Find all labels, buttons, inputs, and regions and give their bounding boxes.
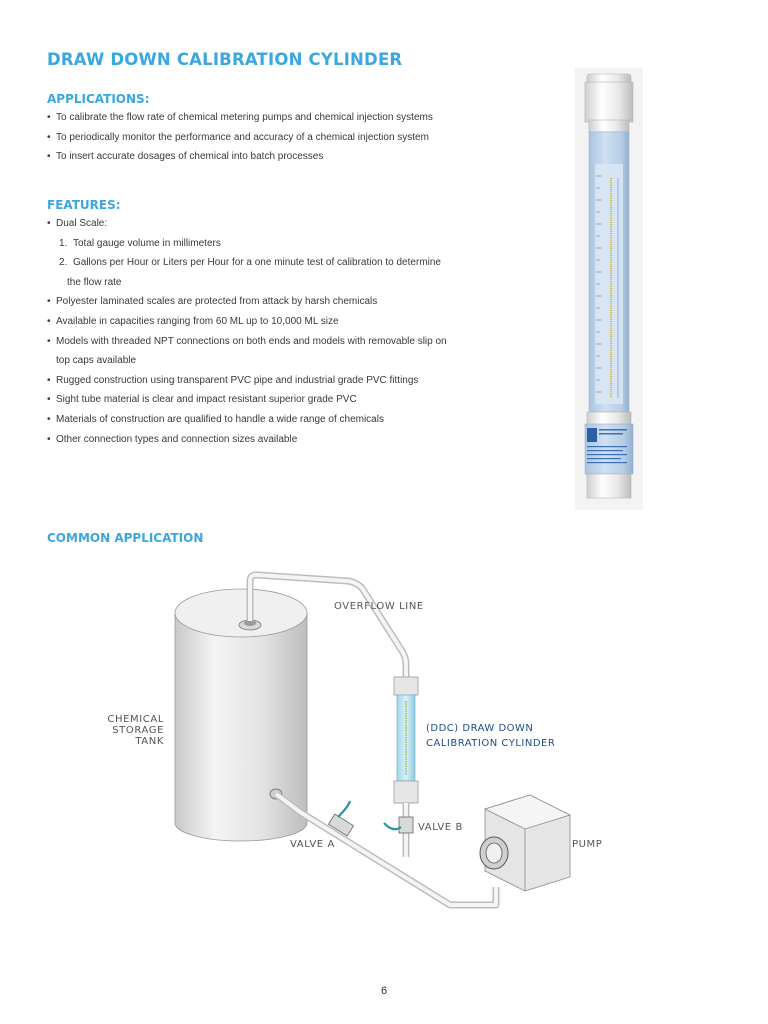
list-item-continuation: the flow rate	[67, 276, 122, 288]
list-item: • Dual Scale:	[47, 214, 487, 234]
page-number: 6	[380, 985, 388, 997]
features-list	[47, 214, 487, 449]
page-title: DRAW DOWN CALIBRATION CYLINDER	[47, 50, 403, 69]
common-application-diagram	[150, 565, 630, 930]
list-item: • Rugged construction using transparent PVC pipe and industrial grade PVC fittings	[47, 371, 487, 391]
applications-heading: APPLICATIONS:	[47, 92, 150, 106]
pump-label: PUMP	[572, 839, 603, 850]
overflow-line-label: OVERFLOW LINE	[334, 601, 424, 612]
list-item-continuation: top caps available	[56, 355, 137, 367]
valve-a-label: VALVE A	[290, 839, 335, 850]
list-item: • Materials of construction are qualified to handle a wide range of chemicals	[47, 410, 487, 430]
list-item: • Sight tube material is clear and impact resistant superior grade PVC	[47, 390, 487, 410]
list-item: • To periodically monitor the performance and accuracy of a chemical injection system	[47, 128, 487, 148]
storage-tank-label: CHEMICAL STORAGE TANK	[107, 714, 164, 747]
list-item: • To calibrate the flow rate of chemical metering pumps and chemical injection systems	[47, 108, 487, 128]
list-number: 2.	[59, 257, 68, 269]
list-item: • Available in capacities ranging from 60 ML up to 10,000 ML size	[47, 312, 487, 332]
list-item: • To insert accurate dosages of chemical into batch processes	[47, 147, 487, 167]
features-heading: FEATURES:	[47, 198, 121, 212]
list-item-text: Total gauge volume in millimeters	[73, 237, 221, 249]
list-item-text: Gallons per Hour or Liters per Hour for a one minute test of calibration to determine	[73, 257, 441, 269]
applications-list	[47, 108, 487, 167]
valve-b-icon	[384, 817, 413, 833]
ddc-label: (DDC) DRAW DOWN CALIBRATION CYLINDER	[426, 723, 556, 749]
list-item: • Other connection types and connection sizes available	[47, 430, 487, 450]
ddc-cylinder	[394, 677, 418, 803]
calibration-cylinder-photo	[575, 68, 643, 510]
valve-b-label: VALVE B	[418, 822, 463, 833]
list-item	[47, 234, 487, 254]
list-item	[47, 253, 487, 273]
list-item: • Polyester laminated scales are protected from attack by harsh chemicals	[47, 292, 487, 312]
list-number: 1.	[59, 237, 68, 249]
list-item: • Models with threaded NPT connections on both ends and models with removable slip on	[47, 332, 487, 352]
pump-icon	[480, 795, 570, 891]
common-application-heading: COMMON APPLICATION	[47, 531, 204, 545]
